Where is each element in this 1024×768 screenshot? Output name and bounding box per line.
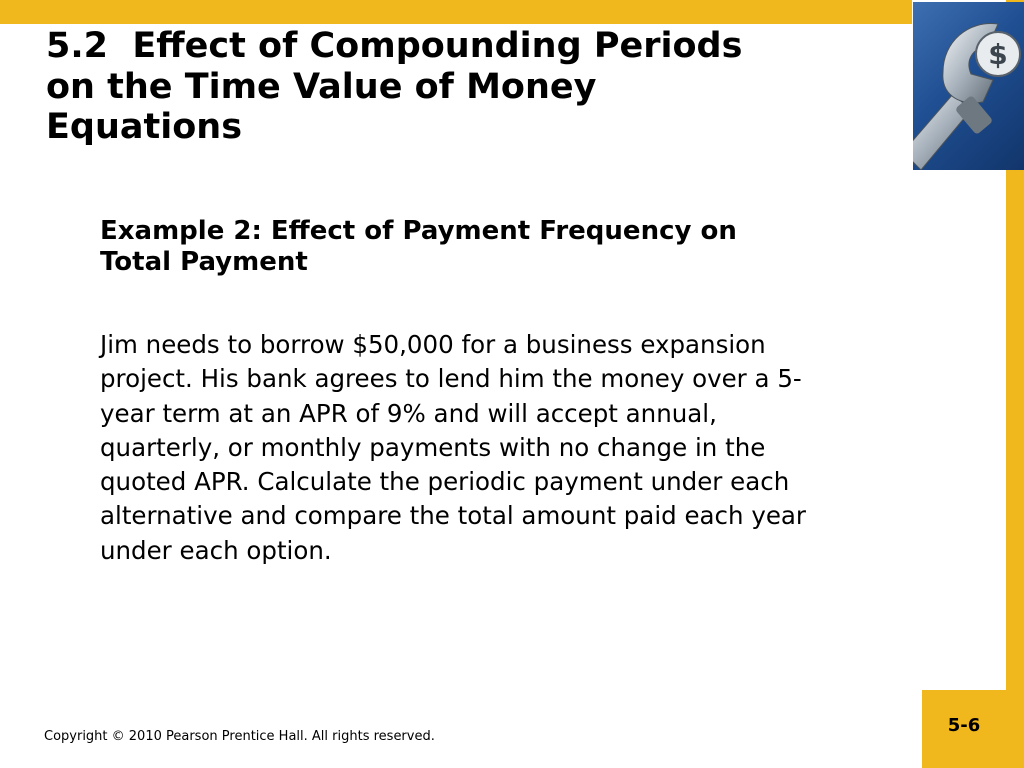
body-line: project. His bank agrees to lend him the money over a 5- <box>100 364 802 394</box>
svg-text:$: $ <box>988 38 1008 71</box>
body-line: under each option. <box>100 535 332 565</box>
body-line: quarterly, or monthly payments with no change in the <box>100 432 766 462</box>
body-line: Jim needs to borrow $50,000 for a business expansion <box>100 330 766 359</box>
body-line: year term at an APR of 9% and will accept annual, <box>100 398 717 428</box>
slide-title-line: Equations <box>46 107 243 148</box>
slide-title-line: 5.2 Effect of Compounding Periods <box>46 26 743 66</box>
example-heading-line: Total Payment <box>100 246 308 277</box>
body-line: alternative and compare the total amount paid each year <box>100 501 806 531</box>
page-number-box <box>922 690 1006 768</box>
example-heading-line: Example 2: Effect of Payment Frequency on <box>100 216 737 246</box>
wrench-dollar-icon <box>913 2 1024 170</box>
top-accent-bar <box>0 0 912 24</box>
copyright-notice: Copyright © 2010 Pearson Prentice Hall. All rights reserved. <box>44 729 435 744</box>
slide-title <box>46 26 896 148</box>
page-number: 5-6 <box>947 715 981 736</box>
slide-title-line: on the Time Value of Money <box>46 66 597 107</box>
problem-description <box>100 328 960 568</box>
example-heading <box>100 216 930 277</box>
body-line: quoted APR. Calculate the periodic payment under each <box>100 467 790 497</box>
